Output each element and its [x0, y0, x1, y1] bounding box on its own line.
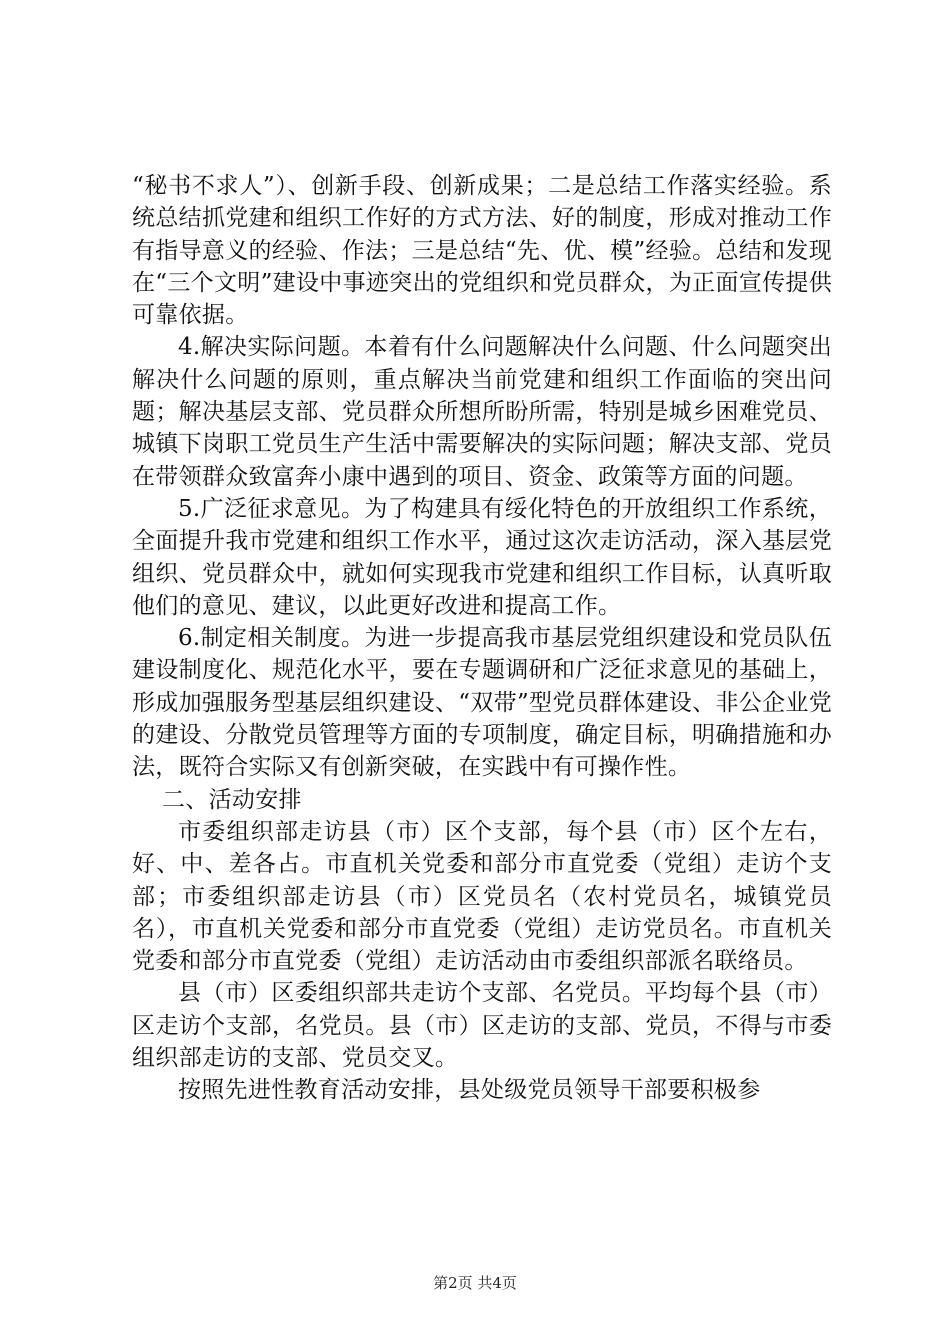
paragraph-solicit-opinions: 5.广泛征求意见。为了构建具有绥化特色的开放组织工作系统，全面提升我市党建和组织工作水平，通过这次走访活动，深入基层党组织、党员群众中，就如何实现我市党建和组织工作目标，认真听取他们的意见、建议，以此更好改进和提高工作。 [132, 495, 832, 619]
paragraph-summary-experience: “秘书不求人”）、创新手段、创新成果；二是总结工作落实经验。系统总结抓党建和组织工作好的方式方法、好的制度，形成对推动工作有指导意义的经验、作法；三是总结“先、优、模”经验。总结和发现在“三个文明”建设中事迹突出的党组织和党员群众，为正面宣传提供可靠依据。 [132, 173, 832, 329]
paragraph-solve-problems: 4.解决实际问题。本着有什么问题解决什么问题、什么问题突出解决什么问题的原则，重点解决当前党建和组织工作面临的突出问题；解决基层支部、党员群众所想所盼所需，特别是城乡困难党员、城镇下岗职工党员生产生活中需要解决的实际问题；解决支部、党员在带领群众致富奔小康中遇到的项目、资金、政策等方面的问题。 [132, 334, 832, 490]
document-body [132, 170, 832, 1107]
section-heading-activity-arrangement: 二、活动安排 [162, 786, 302, 813]
paragraph-city-visits: 市委组织部走访县（市）区个支部，每个县（市）区个左右，好、中、差各占。市直机关党委和部分市直党委（党组）走访个支部；市委组织部走访县（市）区党员名（农村党员名，城镇党员名），市直机关党委和部分市直党委（党组）走访党员名。市直机关党委和部分市直党委（党组）走访活动由市委组织部派名联络员。 [132, 818, 832, 975]
paragraph-leader-participation: 按照先进性教育活动安排，县处级党员领导干部要积极参 [178, 1077, 761, 1104]
paragraph-formulate-rules: 6.制定相关制度。为进一步提高我市基层党组织建设和党员队伍建设制度化、规范化水平，要在专题调研和广泛征求意见的基础上，形成加强服务型基层组织建设、“双带”型党员群体建设、非公企业党的建设、分散党员管理等方面的专项制度，确定目标，明确措施和办法，既符合实际又有创新突破，在实践中有可操作性。 [132, 625, 832, 781]
page-number-footer: 第2页 共4页 [433, 1274, 517, 1292]
paragraph-county-visits: 县（市）区委组织部共走访个支部、名党员。平均每个县（市）区走访个支部，名党员。县（市）区走访的支部、党员，不得与市委组织部走访的支部、党员交叉。 [132, 980, 832, 1072]
